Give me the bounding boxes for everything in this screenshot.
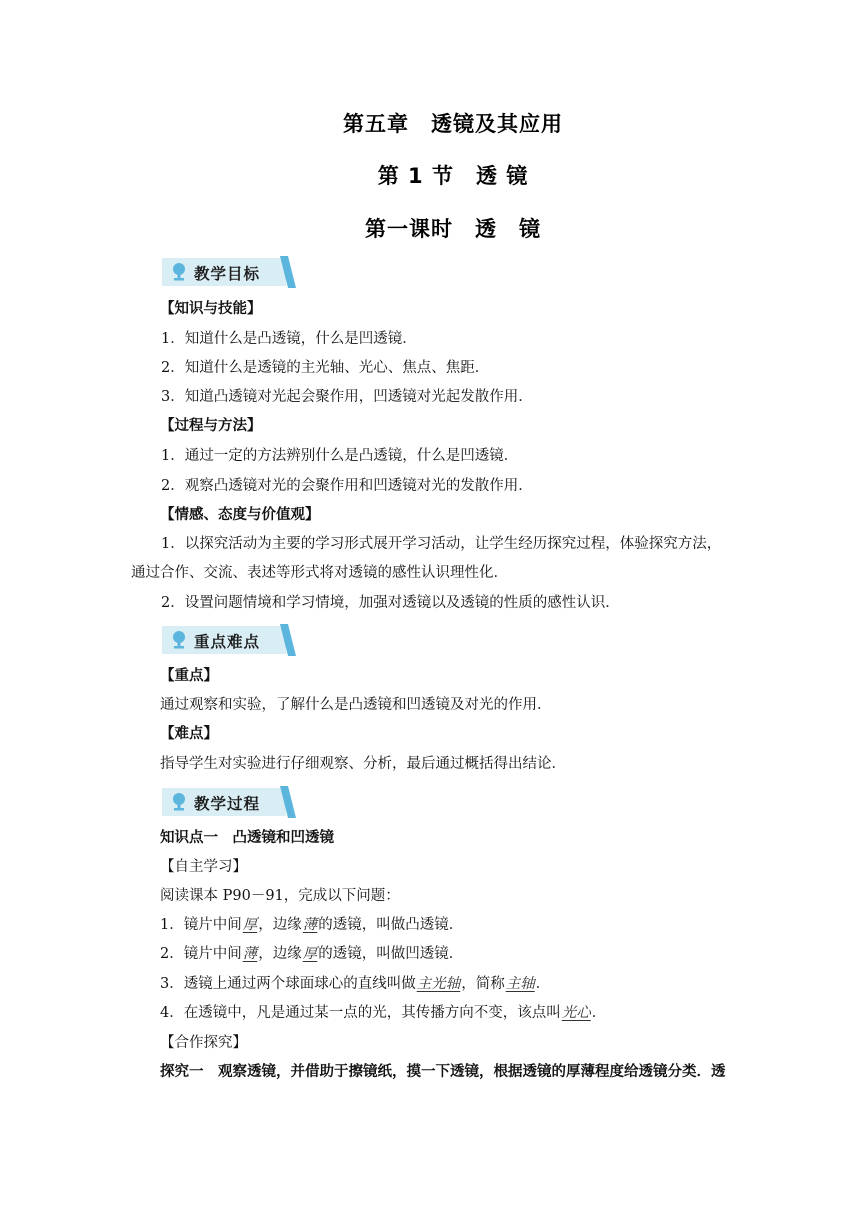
badge-teaching-goals	[162, 256, 296, 288]
goal-item: 2．观察凸透镜对光的会聚作用和凹透镜对光的发散作用．	[161, 478, 533, 494]
handwritten-answer: 薄	[242, 946, 258, 962]
cooperation-header: 【合作探究】	[160, 1035, 247, 1051]
reading-instruction: 阅读课本 P90－91，完成以下问题：	[160, 888, 400, 904]
handwritten-answer: 厚	[242, 917, 258, 933]
self-study-header: 【自主学习】	[160, 859, 247, 875]
question-3: 3．透镜上通过两个球面球心的直线叫做主光轴，简称主轴．	[160, 976, 551, 992]
goal-item: 1．知道什么是凸透镜，什么是凹透镜．	[161, 331, 417, 347]
handwritten-answer: 厚	[302, 946, 318, 962]
section-title: 第 1 节 透 镜	[377, 164, 529, 188]
emotion-header: 【情感、态度与价值观】	[160, 507, 320, 523]
process-method-header: 【过程与方法】	[160, 418, 262, 434]
explore-one: 探究一 观察透镜，并借助于擦镜纸，摸一下透镜，根据透镜的厚薄程度给透镜分类．透	[160, 1064, 726, 1080]
knowledge-header: 【知识与技能】	[160, 301, 262, 317]
key-header: 【重点】	[160, 668, 218, 684]
handwritten-answer: 光心	[561, 1005, 591, 1021]
question-4: 4．在透镜中，凡是通过某一点的光，其传播方向不变，该点叫光心．	[160, 1005, 607, 1021]
key-text: 通过观察和实验，了解什么是凸透镜和凹透镜及对光的作用．	[160, 697, 552, 713]
badge-key-points	[162, 624, 296, 656]
goal-item: 2．知道什么是透镜的主光轴、光心、焦点、焦距．	[161, 360, 490, 376]
topic-heading: 知识点一 凸透镜和凹透镜	[160, 830, 334, 846]
question-1: 1．镜片中间厚，边缘薄的透镜，叫做凸透镜．	[160, 917, 464, 933]
goal-item: 1．通过一定的方法辨别什么是凸透镜，什么是凹透镜．	[161, 448, 519, 464]
handwritten-answer: 主光轴	[416, 976, 461, 992]
handwritten-answer: 主轴	[505, 976, 535, 992]
badge-label: 教学过程	[194, 795, 261, 813]
chapter-title: 第五章 透镜及其应用	[343, 112, 563, 136]
lesson-title: 第一课时 透 镜	[365, 217, 541, 241]
badge-teaching-process	[162, 786, 296, 818]
goal-item: 1．以探究活动为主要的学习形式展开学习活动，让学生经历探究过程，体验探究方法，	[161, 536, 722, 552]
goal-item: 3．知道凸透镜对光起会聚作用，凹透镜对光起发散作用．	[161, 389, 533, 405]
hard-header: 【难点】	[160, 726, 218, 742]
goal-item: 2．设置问题情境和学习情境，加强对透镜以及透镜的性质的感性认识．	[161, 595, 620, 611]
badge-label: 重点难点	[194, 633, 261, 651]
question-2: 2．镜片中间薄，边缘厚的透镜，叫做凹透镜．	[160, 946, 464, 962]
handwritten-answer: 薄	[302, 917, 318, 933]
goal-item-continued: 通过合作、交流、表述等形式将对透镜的感性认识理性化．	[131, 565, 508, 581]
hard-text: 指导学生对实验进行仔细观察、分析，最后通过概括得出结论．	[160, 756, 566, 772]
badge-label: 教学目标	[194, 265, 261, 283]
